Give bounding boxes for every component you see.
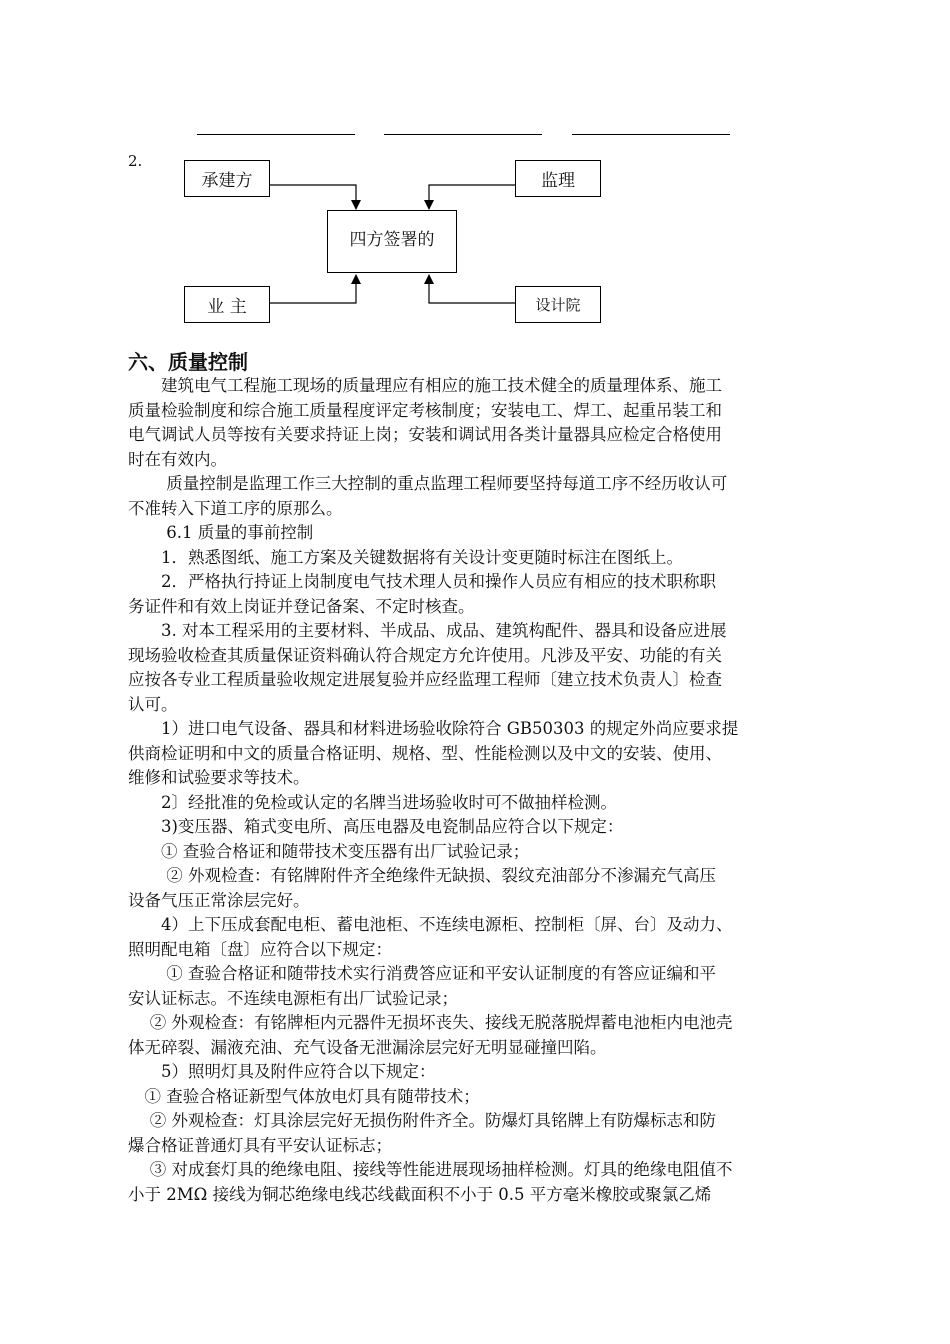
text-line: 务证件和有效上岗证并登记备案、不定时核查。 [128, 596, 475, 616]
text-line: 1．熟悉图纸、施工方案及关键数据将有关设计变更随时标注在图纸上。 [128, 547, 683, 567]
section-heading: 六、质量控制 [128, 350, 248, 374]
text-line: ① 查验合格证和随带技术实行消费答应证和平安认证制度的有答应证编和平 [128, 964, 716, 983]
text-line: 维修和试验要求等技术。 [128, 768, 310, 787]
text-line: 3)变压器、箱式变电所、高压电器及电瓷制品应符合以下规定： [128, 817, 624, 836]
box-supervisor-label: 监理 [541, 171, 575, 191]
arrow-supervisor [429, 185, 515, 209]
text-line: 体无碎裂、漏液充油、充气设备无泄漏涂层完好无明显碰撞凹陷。 [128, 1037, 607, 1057]
diagram-arrows [0, 0, 950, 340]
box-design-label: 设计院 [535, 296, 581, 314]
item-number: 2. [128, 152, 143, 170]
box-owner [184, 286, 270, 323]
text-line: 6.1 质量的事前控制 [128, 523, 314, 542]
section-body [128, 374, 833, 1207]
text-line: 2〕经批准的免检或认定的名牌当进场验收时可不做抽样检测。 [128, 792, 617, 812]
text-line: ① 查验合格证和随带技术变压器有出厂试验记录； [128, 841, 530, 861]
text-line: 质量检验制度和综合施工质量程度评定考核制度；安装电工、焊工、起重吊装工和 [128, 400, 722, 420]
text-line: ① 查验合格证新型气体放电灯具有随带技术； [128, 1086, 480, 1106]
box-supervisor [515, 160, 601, 197]
text-line: 5）照明灯具及附件应符合以下规定： [128, 1062, 436, 1081]
text-line: 1）进口电气设备、器具和材料进场验收除符合 GB50303 的规定外尚应要求提 [128, 719, 739, 738]
text-line: 不准转入下道工序的原那么。 [128, 498, 343, 518]
text-line: ② 外观检查：灯具涂层完好无损伤附件齐全。防爆灯具铭牌上有防爆标志和防 [128, 1111, 716, 1130]
text-line: 认可。 [128, 694, 178, 714]
box-contractor [184, 160, 270, 197]
text-line: 爆合格证普通灯具有平安认证标志； [128, 1135, 392, 1155]
text-line: 时在有效内。 [128, 449, 227, 469]
text-line: 安认证标志。不连续电源柜有出厂试验记录； [128, 988, 458, 1008]
text-line: 设备气压正常涂层完好。 [128, 890, 310, 910]
text-line: 质量控制是监理工作三大控制的重点监理工程师要坚持每道工序不经历收认可 [128, 474, 728, 493]
text-line: 供商检证明和中文的质量合格证明、规格、型、性能检测以及中文的安装、使用、 [128, 743, 722, 763]
box-center-label: 四方签署的 [349, 230, 435, 250]
box-design [515, 286, 601, 323]
box-contractor-label: 承建方 [201, 171, 253, 191]
text-line: 3. 对本工程采用的主要材料、半成品、成品、建筑构配件、器具和设备应进展 [128, 621, 727, 640]
arrow-design [429, 275, 515, 303]
arrow-owner [270, 275, 356, 303]
text-line: 电气调试人员等按有关要求持证上岗；安装和调试用各类计量器具应检定合格使用 [128, 425, 722, 444]
box-center [327, 210, 457, 273]
text-line: ③ 对成套灯具的绝缘电阻、接线等性能进展现场抽样检测。灯具的绝缘电阻值不 [128, 1160, 733, 1179]
text-line: 照明配电箱〔盘〕应符合以下规定： [128, 939, 392, 959]
box-owner-label: 业 主 [207, 297, 247, 317]
arrow-contractor [270, 185, 356, 209]
text-line: 建筑电气工程施工现场的质量理应有相应的施工技术健全的质量理体系、施工 [128, 376, 722, 395]
text-line: ② 外观检查：有铭牌柜内元器件无损坏丧失、接线无脱落脱焊蓄电池柜内电池壳 [128, 1013, 733, 1032]
text-line: 现场验收检查其质量保证资料确认符合规定方允许使用。凡涉及平安、功能的有关 [128, 645, 722, 665]
text-line: 应按各专业工程质量验收规定进展复验并应经监理工程师〔建立技术负责人〕检查 [128, 670, 722, 689]
text-line: 4）上下压成套配电柜、蓄电池柜、不连续电源柜、控制柜〔屏、台〕及动力、 [128, 915, 733, 934]
text-line: 小于 2MΩ 接线为铜芯绝缘电线芯线截面积不小于 0.5 平方毫米橡胶或聚氯乙烯 [128, 1184, 712, 1204]
text-line: 2．严格执行持证上岗制度电气技术理人员和操作人员应有相应的技术职称职 [128, 572, 716, 591]
text-line: ② 外观检查：有铭牌附件齐全绝缘件无缺损、裂纹充油部分不渗漏充气高压 [128, 866, 716, 885]
